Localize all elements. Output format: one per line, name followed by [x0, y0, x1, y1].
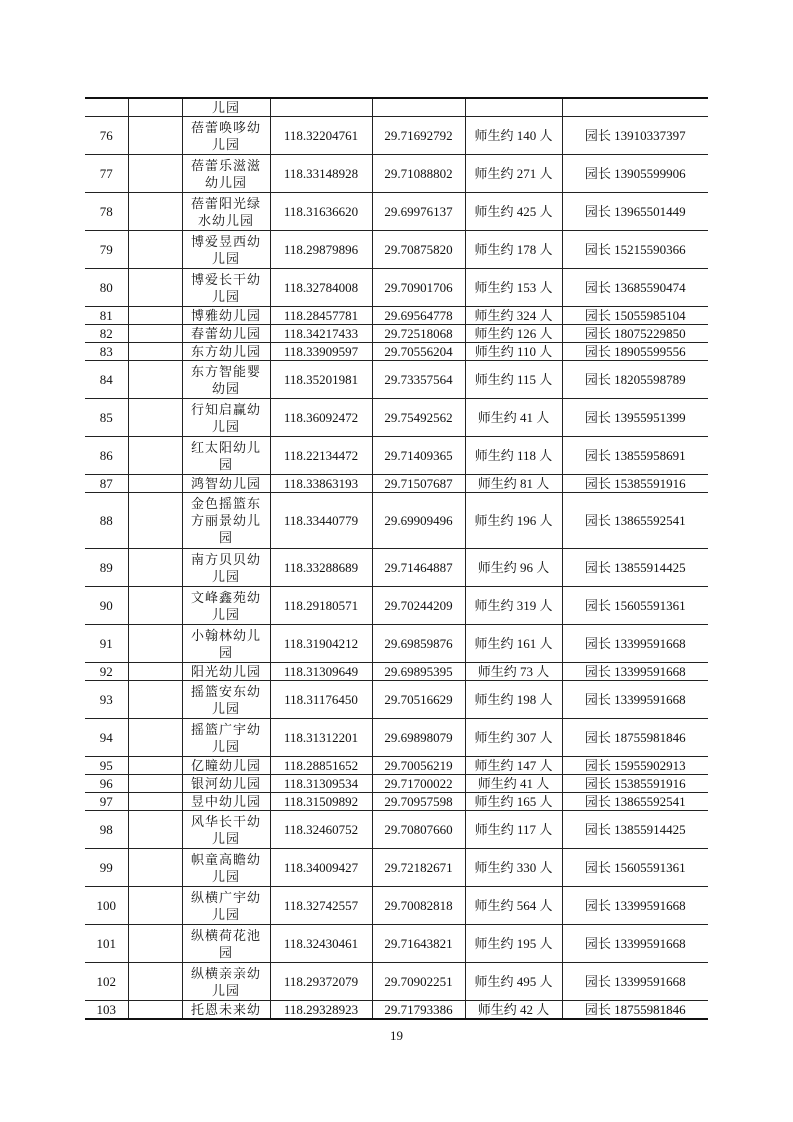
category-cell [128, 343, 182, 361]
table-row [85, 719, 708, 757]
category-cell [128, 399, 182, 437]
enrollment: 师生约 425 人 [465, 193, 562, 231]
enrollment: 师生约 324 人 [465, 307, 562, 325]
kindergarten-name: 蓓蕾乐滋滋幼儿园 [182, 155, 270, 193]
latitude: 29.72518068 [372, 325, 465, 343]
table-row [85, 663, 708, 681]
enrollment: 师生约 147 人 [465, 757, 562, 775]
enrollment: 师生约 41 人 [465, 399, 562, 437]
row-number: 84 [85, 361, 128, 399]
table-row [85, 475, 708, 493]
row-number: 79 [85, 231, 128, 269]
category-cell [128, 98, 182, 117]
kindergarten-name: 文峰鑫苑幼儿园 [182, 587, 270, 625]
enrollment: 师生约 140 人 [465, 117, 562, 155]
table-row [85, 361, 708, 399]
longitude: 118.33909597 [270, 343, 372, 361]
enrollment: 师生约 73 人 [465, 663, 562, 681]
kindergarten-name: 红太阳幼儿园 [182, 437, 270, 475]
latitude: 29.71088802 [372, 155, 465, 193]
table-row [85, 549, 708, 587]
longitude: 118.32430461 [270, 925, 372, 963]
kindergarten-name: 银河幼儿园 [182, 775, 270, 793]
enrollment [465, 98, 562, 117]
row-number: 103 [85, 1001, 128, 1020]
latitude: 29.70556204 [372, 343, 465, 361]
enrollment: 师生约 330 人 [465, 849, 562, 887]
enrollment: 师生约 307 人 [465, 719, 562, 757]
longitude: 118.32204761 [270, 117, 372, 155]
category-cell [128, 719, 182, 757]
longitude: 118.31309534 [270, 775, 372, 793]
row-number: 81 [85, 307, 128, 325]
table-row [85, 155, 708, 193]
row-number: 96 [85, 775, 128, 793]
principal-contact: 园长 15385591916 [562, 475, 708, 493]
category-cell [128, 231, 182, 269]
longitude: 118.33148928 [270, 155, 372, 193]
principal-contact: 园长 15605591361 [562, 849, 708, 887]
table-row [85, 307, 708, 325]
longitude: 118.28851652 [270, 757, 372, 775]
kindergarten-name: 昱中幼儿园 [182, 793, 270, 811]
table-row [85, 775, 708, 793]
kindergarten-name: 蓓蕾阳光绿水幼儿园 [182, 193, 270, 231]
longitude: 118.36092472 [270, 399, 372, 437]
enrollment: 师生约 319 人 [465, 587, 562, 625]
kindergarten-name: 风华长干幼儿园 [182, 811, 270, 849]
table-row [85, 681, 708, 719]
latitude: 29.71700022 [372, 775, 465, 793]
principal-contact: 园长 15055985104 [562, 307, 708, 325]
row-number [85, 98, 128, 117]
latitude: 29.71464887 [372, 549, 465, 587]
table-row [85, 493, 708, 549]
kindergarten-name: 行知启赢幼儿园 [182, 399, 270, 437]
longitude: 118.34009427 [270, 849, 372, 887]
table-row [85, 325, 708, 343]
latitude: 29.70082818 [372, 887, 465, 925]
enrollment: 师生约 81 人 [465, 475, 562, 493]
category-cell [128, 325, 182, 343]
category-cell [128, 587, 182, 625]
row-number: 92 [85, 663, 128, 681]
enrollment: 师生约 564 人 [465, 887, 562, 925]
category-cell [128, 775, 182, 793]
principal-contact [562, 98, 708, 117]
row-number: 78 [85, 193, 128, 231]
principal-contact: 园长 13399591668 [562, 663, 708, 681]
kindergarten-name: 金色摇篮东方丽景幼儿园 [182, 493, 270, 549]
kindergarten-name: 小翰林幼儿园 [182, 625, 270, 663]
latitude: 29.69976137 [372, 193, 465, 231]
row-number: 98 [85, 811, 128, 849]
longitude: 118.31176450 [270, 681, 372, 719]
table-row [85, 849, 708, 887]
kindergarten-name: 春蕾幼儿园 [182, 325, 270, 343]
longitude [270, 98, 372, 117]
kindergarten-name: 蓓蕾唤哆幼儿园 [182, 117, 270, 155]
row-number: 93 [85, 681, 128, 719]
category-cell [128, 193, 182, 231]
kindergarten-name: 东方幼儿园 [182, 343, 270, 361]
row-number: 85 [85, 399, 128, 437]
enrollment: 师生约 161 人 [465, 625, 562, 663]
principal-contact: 园长 18905599556 [562, 343, 708, 361]
longitude: 118.29879896 [270, 231, 372, 269]
row-number: 100 [85, 887, 128, 925]
enrollment: 师生约 110 人 [465, 343, 562, 361]
enrollment: 师生约 42 人 [465, 1001, 562, 1020]
latitude: 29.69895395 [372, 663, 465, 681]
table-row [85, 117, 708, 155]
table-row [85, 399, 708, 437]
table-row [85, 98, 708, 117]
kindergarten-name: 帜童高瞻幼儿园 [182, 849, 270, 887]
longitude: 118.31312201 [270, 719, 372, 757]
principal-contact: 园长 13955951399 [562, 399, 708, 437]
latitude: 29.71409365 [372, 437, 465, 475]
principal-contact: 园长 13399591668 [562, 625, 708, 663]
latitude: 29.69859876 [372, 625, 465, 663]
latitude [372, 98, 465, 117]
row-number: 87 [85, 475, 128, 493]
kindergarten-name: 纵横荷花池园 [182, 925, 270, 963]
longitude: 118.32784008 [270, 269, 372, 307]
kindergarten-name: 托恩未来幼 [182, 1001, 270, 1020]
row-number: 86 [85, 437, 128, 475]
row-number: 97 [85, 793, 128, 811]
principal-contact: 园长 15385591916 [562, 775, 708, 793]
latitude: 29.71793386 [372, 1001, 465, 1020]
category-cell [128, 681, 182, 719]
enrollment: 师生约 165 人 [465, 793, 562, 811]
latitude: 29.70056219 [372, 757, 465, 775]
longitude: 118.31904212 [270, 625, 372, 663]
longitude: 118.33288689 [270, 549, 372, 587]
row-number: 99 [85, 849, 128, 887]
enrollment: 师生约 271 人 [465, 155, 562, 193]
latitude: 29.70244209 [372, 587, 465, 625]
category-cell [128, 757, 182, 775]
longitude: 118.34217433 [270, 325, 372, 343]
category-cell [128, 437, 182, 475]
latitude: 29.70902251 [372, 963, 465, 1001]
row-number: 83 [85, 343, 128, 361]
kindergarten-name: 纵横广宇幼儿园 [182, 887, 270, 925]
category-cell [128, 1001, 182, 1020]
table-row [85, 793, 708, 811]
category-cell [128, 549, 182, 587]
principal-contact: 园长 13855914425 [562, 811, 708, 849]
kindergarten-name: 博雅幼儿园 [182, 307, 270, 325]
category-cell [128, 663, 182, 681]
latitude: 29.71692792 [372, 117, 465, 155]
row-number: 89 [85, 549, 128, 587]
enrollment: 师生约 495 人 [465, 963, 562, 1001]
longitude: 118.31509892 [270, 793, 372, 811]
kindergarten-name: 儿园 [182, 98, 270, 117]
row-number: 101 [85, 925, 128, 963]
longitude: 118.31636620 [270, 193, 372, 231]
principal-contact: 园长 15955902913 [562, 757, 708, 775]
kindergarten-name: 博爱长干幼儿园 [182, 269, 270, 307]
table-row [85, 925, 708, 963]
category-cell [128, 887, 182, 925]
table-row [85, 587, 708, 625]
kindergarten-name: 鸿智幼儿园 [182, 475, 270, 493]
category-cell [128, 155, 182, 193]
principal-contact: 园长 13965501449 [562, 193, 708, 231]
category-cell [128, 475, 182, 493]
category-cell [128, 117, 182, 155]
longitude: 118.32460752 [270, 811, 372, 849]
principal-contact: 园长 15215590366 [562, 231, 708, 269]
longitude: 118.33863193 [270, 475, 372, 493]
enrollment: 师生约 126 人 [465, 325, 562, 343]
category-cell [128, 849, 182, 887]
category-cell [128, 361, 182, 399]
table-row [85, 757, 708, 775]
latitude: 29.70901706 [372, 269, 465, 307]
table-row [85, 269, 708, 307]
latitude: 29.70875820 [372, 231, 465, 269]
principal-contact: 园长 13910337397 [562, 117, 708, 155]
row-number: 80 [85, 269, 128, 307]
category-cell [128, 307, 182, 325]
principal-contact: 园长 18075229850 [562, 325, 708, 343]
latitude: 29.70516629 [372, 681, 465, 719]
principal-contact: 园长 13865592541 [562, 793, 708, 811]
latitude: 29.71643821 [372, 925, 465, 963]
table-row [85, 811, 708, 849]
longitude: 118.29372079 [270, 963, 372, 1001]
table-row [85, 1001, 708, 1020]
row-number: 91 [85, 625, 128, 663]
longitude: 118.31309649 [270, 663, 372, 681]
enrollment: 师生约 96 人 [465, 549, 562, 587]
row-number: 77 [85, 155, 128, 193]
table-row [85, 887, 708, 925]
kindergarten-name: 南方贝贝幼儿园 [182, 549, 270, 587]
category-cell [128, 925, 182, 963]
principal-contact: 园长 13685590474 [562, 269, 708, 307]
category-cell [128, 793, 182, 811]
table-row [85, 625, 708, 663]
kindergarten-name: 阳光幼儿园 [182, 663, 270, 681]
kindergarten-name: 东方智能婴幼园 [182, 361, 270, 399]
longitude: 118.32742557 [270, 887, 372, 925]
principal-contact: 园长 13855958691 [562, 437, 708, 475]
longitude: 118.35201981 [270, 361, 372, 399]
row-number: 90 [85, 587, 128, 625]
page-number: 19 [390, 1028, 403, 1043]
enrollment: 师生约 178 人 [465, 231, 562, 269]
principal-contact: 园长 13905599906 [562, 155, 708, 193]
principal-contact: 园长 13399591668 [562, 963, 708, 1001]
table-row [85, 343, 708, 361]
row-number: 88 [85, 493, 128, 549]
longitude: 118.28457781 [270, 307, 372, 325]
kindergarten-name: 摇篮广宇幼儿园 [182, 719, 270, 757]
principal-contact: 园长 18755981846 [562, 719, 708, 757]
kindergarten-name: 摇篮安东幼儿园 [182, 681, 270, 719]
enrollment: 师生约 118 人 [465, 437, 562, 475]
enrollment: 师生约 115 人 [465, 361, 562, 399]
principal-contact: 园长 18205598789 [562, 361, 708, 399]
principal-contact: 园长 13865592541 [562, 493, 708, 549]
kindergarten-table [85, 97, 708, 1020]
longitude: 118.29328923 [270, 1001, 372, 1020]
latitude: 29.71507687 [372, 475, 465, 493]
kindergarten-name: 亿瞳幼儿园 [182, 757, 270, 775]
principal-contact: 园长 13399591668 [562, 887, 708, 925]
category-cell [128, 963, 182, 1001]
row-number: 95 [85, 757, 128, 775]
latitude: 29.70807660 [372, 811, 465, 849]
latitude: 29.70957598 [372, 793, 465, 811]
latitude: 29.69909496 [372, 493, 465, 549]
principal-contact: 园长 13399591668 [562, 925, 708, 963]
enrollment: 师生约 195 人 [465, 925, 562, 963]
category-cell [128, 269, 182, 307]
enrollment: 师生约 196 人 [465, 493, 562, 549]
longitude: 118.33440779 [270, 493, 372, 549]
latitude: 29.73357564 [372, 361, 465, 399]
row-number: 82 [85, 325, 128, 343]
table-row [85, 963, 708, 1001]
row-number: 76 [85, 117, 128, 155]
enrollment: 师生约 153 人 [465, 269, 562, 307]
longitude: 118.22134472 [270, 437, 372, 475]
table-row [85, 231, 708, 269]
latitude: 29.69898079 [372, 719, 465, 757]
principal-contact: 园长 15605591361 [562, 587, 708, 625]
latitude: 29.69564778 [372, 307, 465, 325]
principal-contact: 园长 18755981846 [562, 1001, 708, 1020]
table-row [85, 193, 708, 231]
enrollment: 师生约 198 人 [465, 681, 562, 719]
table-row [85, 437, 708, 475]
kindergarten-name: 博爱昱西幼儿园 [182, 231, 270, 269]
latitude: 29.75492562 [372, 399, 465, 437]
principal-contact: 园长 13855914425 [562, 549, 708, 587]
category-cell [128, 493, 182, 549]
enrollment: 师生约 117 人 [465, 811, 562, 849]
category-cell [128, 625, 182, 663]
principal-contact: 园长 13399591668 [562, 681, 708, 719]
row-number: 94 [85, 719, 128, 757]
category-cell [128, 811, 182, 849]
kindergarten-name: 纵横亲亲幼儿园 [182, 963, 270, 1001]
enrollment: 师生约 41 人 [465, 775, 562, 793]
row-number: 102 [85, 963, 128, 1001]
longitude: 118.29180571 [270, 587, 372, 625]
latitude: 29.72182671 [372, 849, 465, 887]
